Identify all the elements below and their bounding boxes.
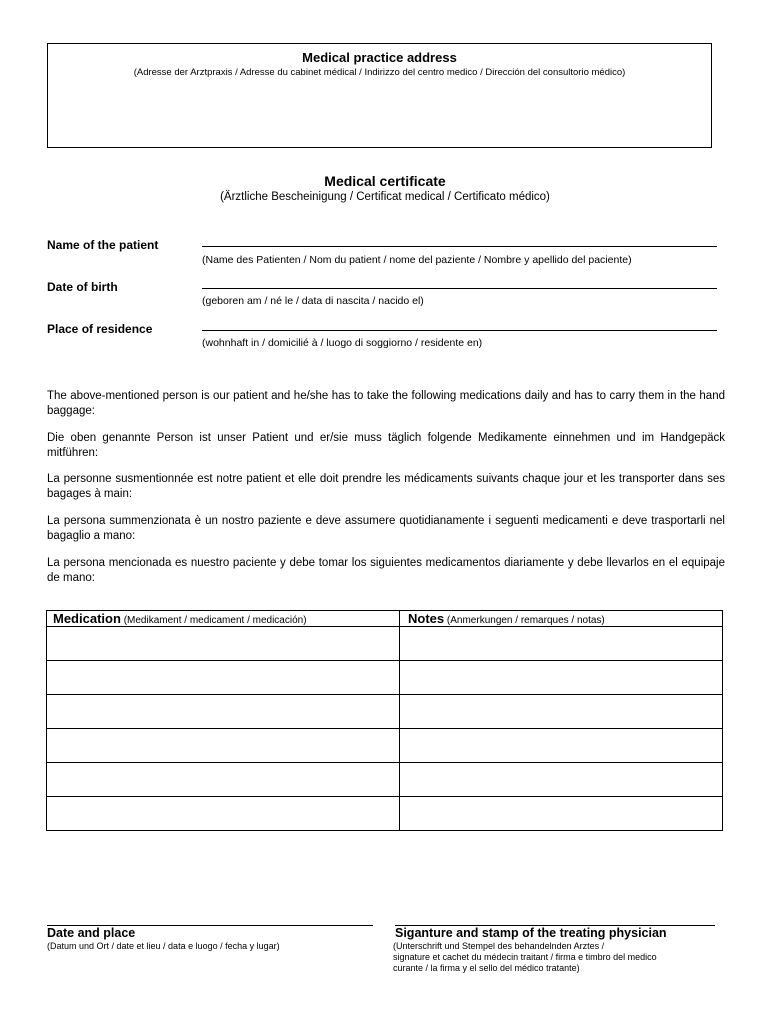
date-of-birth-label: Date of birth	[47, 280, 118, 294]
date-place-subtitle: (Datum und Ort / date et lieu / data e luogo / fecha y lugar)	[47, 941, 280, 951]
notes-header-subtitle: (Anmerkungen / remarques / notas)	[446, 615, 605, 626]
date-place-title: Date and place	[47, 926, 136, 940]
signature-title: Siganture and stamp of the treating physician	[395, 926, 667, 940]
statement-french: La personne susmentionnée est notre patient et elle doit prendre les médicaments suivants chaque jour et les transporter dans ses bagages à main:	[47, 473, 725, 500]
medication-header-subtitle: (Medikament / medicament / medicación)	[123, 615, 307, 626]
certificate-title: Medical certificate	[324, 173, 446, 189]
signature-subtitle-line-3: curante / la firma y el sello del médico tratante)	[393, 963, 580, 973]
place-of-residence-hint: (wohnhaft in / domicilié à / luogo di soggiorno / residente en)	[202, 337, 483, 349]
certificate-subtitle: (Ärztliche Bescheinigung / Certificat medical / Certificato médico)	[220, 191, 550, 203]
address-box-subtitle: (Adresse der Arztpraxis / Adresse du cabinet médical / Indirizzo del centro medico / Dirección del consultorio médico)	[133, 67, 626, 78]
medication-table-grid	[46, 610, 723, 831]
statement-spanish: La persona mencionada es nuestro paciente y debe tomar los siguientes medicamentos diariamente y debe llevarlos en el equipaje de mano:	[47, 557, 725, 584]
patient-name-hint: (Name des Patienten / Nom du patient / nome del paziente / Nombre y apellido del paciente)	[202, 254, 632, 266]
patient-name-label: Name of the patient	[47, 238, 159, 252]
medication-column-header	[53, 610, 397, 626]
date-of-birth-field[interactable]	[202, 288, 717, 289]
statement-italian: La persona summenzionata è un nostro paziente e deve assumere quotidianamente i seguenti medicamenti e deve trasportarli nel bagaglio a mano:	[47, 515, 725, 542]
place-of-residence-label: Place of residence	[47, 322, 153, 336]
notes-column-header	[408, 610, 720, 626]
medical-practice-address-box[interactable]	[47, 43, 712, 148]
signature-subtitle-line-2: signature et cachet du médecin traitant / firma e timbro del medico	[393, 952, 657, 962]
statement-german: Die oben genannte Person ist unser Patient und er/sie muss täglich folgende Medikamente einnehmen und im Handgepäck mitführen:	[47, 432, 725, 459]
medication-table	[46, 610, 723, 831]
medication-header-title: Medication	[53, 611, 121, 626]
signature-subtitle-line-1: (Unterschrift und Stempel des behandelnden Arztes /	[393, 941, 605, 951]
patient-name-field[interactable]	[202, 246, 717, 247]
notes-header-title: Notes	[408, 611, 445, 626]
date-of-birth-hint: (geboren am / né le / data di nascita / nacido el)	[202, 295, 424, 307]
address-box-title: Medical practice address	[302, 50, 457, 65]
statement-english: The above-mentioned person is our patient and he/she has to take the following medications daily and has to carry them in the hand baggage:	[47, 390, 725, 417]
place-of-residence-field[interactable]	[202, 330, 717, 331]
